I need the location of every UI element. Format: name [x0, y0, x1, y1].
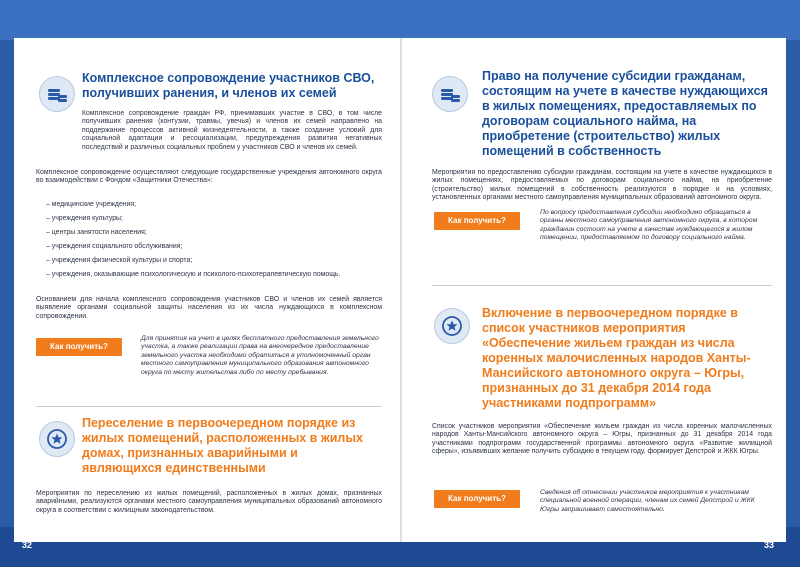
list-item: – учреждения культуры;	[46, 215, 123, 222]
coins-icon	[39, 76, 75, 112]
subsidy-paragraph: Мероприятия по предоставлению субсидии гражданам, состоящим на учете в качестве нуждающихся в жилых помещениях, предоставляемых по договорам социального найма, на приобретение (строительство) жилых помещений в собственность реализуются в порядке и на условиях, установленных органами местного самоуправления муниципальных образований автономного округа.	[432, 169, 772, 202]
section-divider	[36, 406, 382, 407]
how-to-get-button[interactable]: Как получить?	[36, 338, 122, 356]
left-page	[14, 38, 401, 542]
support-paragraph-2: Комплексное сопровождение осуществляют следующие государственные учреждения автономного округа во взаимодействии с Фондом «Защитники Отечества»:	[36, 169, 382, 185]
how-to-get-button[interactable]: Как получить?	[434, 490, 520, 508]
section-title-subsidy: Право на получение субсидии гражданам, состоящим на учете в качестве нуждающихся в жилых помещениях, предоставляемых по договорам социального найма, на приобретение (строительство) жилых помещений в собственность	[482, 69, 768, 158]
support-paragraph-1: Комплексное сопровождение граждан РФ, принимавших участие в СВО, в том числе получивших ранения (контузии, травмы, увечья) и членов их семей направлено на поддержание процессов активной жизнедеятельности, а также создание условий для социальной адаптации и ресоциализации, предупреждения развития негативных последствий и различных социальных проблем у участников СВО и членов их семей.	[82, 110, 382, 151]
list-item: – учреждения, оказывающие психологическую и психолого-психотерапевтическую помощь.	[46, 271, 341, 278]
list-item: – центры занятости населения;	[46, 229, 147, 236]
support-paragraph-3: Основанием для начала комплексного сопровождения участников СВО и членов их семей является выявление органами социальной защиты населения из их числа нуждающихся в комплексном сопровождении.	[36, 296, 382, 320]
section-title-support: Комплексное сопровождение участников СВО, получивших ранения, и членов их семей	[82, 71, 375, 100]
how-to-get-note: Сведения об отнесении участников мероприятия к участникам специальной военной операции, членам их семей Депстрой и ЖКК Югры запрашивает самостоятельно.	[540, 489, 755, 513]
page-number-right: 33	[764, 540, 775, 550]
right-page	[402, 38, 786, 542]
list-item: – учреждения физической культуры и спорта;	[46, 257, 193, 264]
how-to-get-note: По вопросу предоставления субсидии необходимо обращаться в органы местного самоуправления автономного округа, в котором гражданин состоит на учете в качестве нуждающегося в жилом помещении, предоставляемом по договору социального найма.	[540, 209, 758, 242]
star-badge-icon	[39, 421, 75, 457]
star-badge-icon	[434, 308, 470, 344]
indigenous-paragraph: Список участников мероприятия «Обеспечение жильем граждан из числа коренных малочисленных народов Ханты-Мансийского автономного округа – Югры, признанных до 31 декабря 2014 года участниками подпрограмм государственной программы автономного округа «Развитие жилищной сферы», изъявивших желание получить субсидию в текущем году, формирует Депстрой и ЖКК Югры.	[432, 423, 772, 456]
section-title-indigenous: Включение в первоочередном порядке в список участников мероприятия «Обеспечение жильем граждан из числа коренных малочисленных народов Ханты-Мансийского автономного округа – Югры, признанных до 31 декабря 2014 года участниками подпрограмм»	[482, 306, 751, 410]
how-to-get-button[interactable]: Как получить?	[434, 212, 520, 230]
resettlement-paragraph: Мероприятия по переселению из жилых помещений, расположенных в жилых домах, признанных аварийными, реализуются органами местного самоуправления муниципальных образований автономного округа в соответствии с жилищным законодательством.	[36, 490, 382, 514]
section-divider	[432, 285, 772, 286]
page-number-left: 32	[22, 540, 33, 550]
background-top	[0, 0, 800, 40]
coins-icon	[432, 76, 468, 112]
how-to-get-note: Для принятия на учет в целях бесплатного предоставления земельного участка, а также реализации права на внеочередное предоставление земельного участка необходимо обратиться в уполномоченный орган местного самоуправления муниципального образования автономного округа по месту жительства либо по месту пребывания.	[141, 335, 379, 376]
list-item: – учреждения социального обслуживания;	[46, 243, 183, 250]
list-item: – медицинские учреждения;	[46, 201, 137, 208]
section-title-resettlement: Переселение в первоочередном порядке из жилых помещений, расположенных в жилых домах, признанных аварийными и являющихся единственными	[82, 416, 363, 475]
